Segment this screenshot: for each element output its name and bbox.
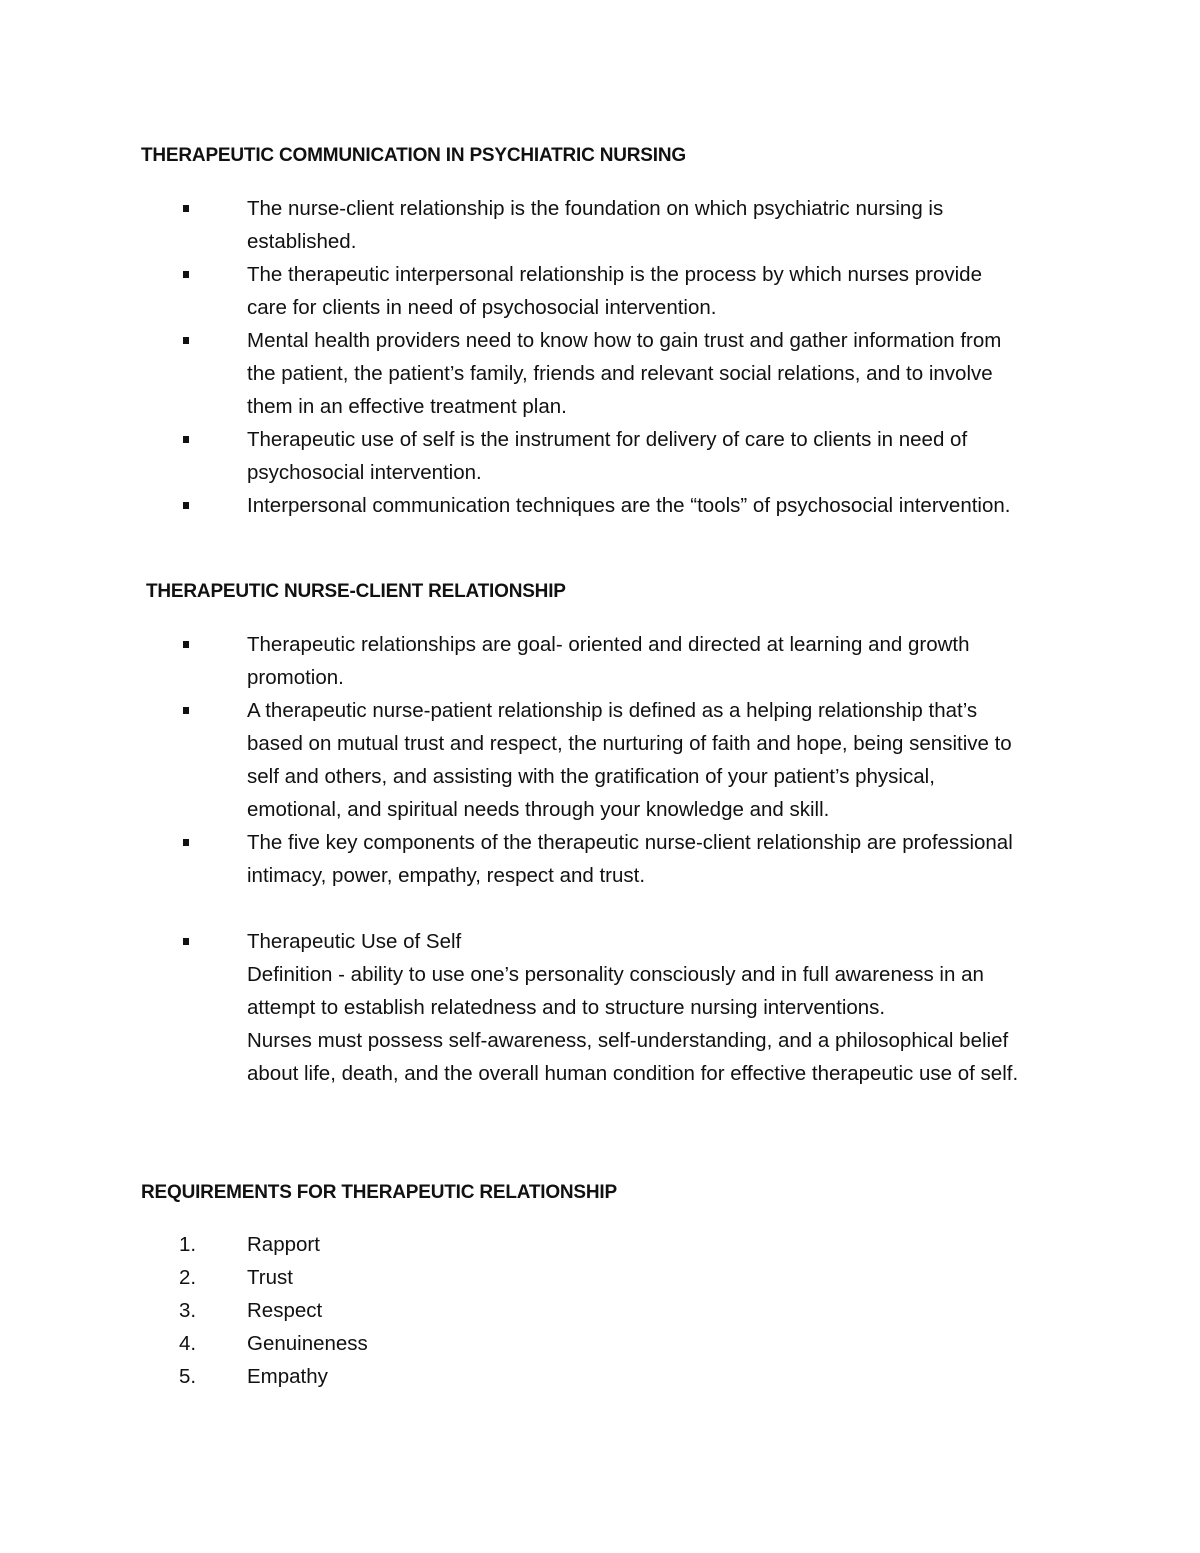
use-of-self-title: Therapeutic Use of Self bbox=[247, 930, 462, 953]
bullet-text: Mental health providers need to know how to gain trust and gather information from the patient, the patient’s family, friends and relevant social relations, and to involve them in an effective treatment plan. bbox=[247, 329, 1002, 418]
list-item bbox=[179, 1327, 1023, 1360]
bullet-square-icon bbox=[183, 436, 189, 443]
list-item bbox=[179, 1228, 1023, 1261]
bullet-square-icon bbox=[183, 707, 189, 714]
bullet-text: Therapeutic relationships are goal- oriented and directed at learning and growth promotion. bbox=[247, 633, 970, 689]
requirement-label: Respect bbox=[247, 1299, 323, 1322]
list-number: 1. bbox=[179, 1233, 197, 1256]
requirement-label: Genuineness bbox=[247, 1332, 368, 1355]
heading-therapeutic-communication: THERAPEUTIC COMMUNICATION IN PSYCHIATRIC NURSING bbox=[141, 145, 686, 166]
list-number: 4. bbox=[179, 1332, 197, 1355]
list-item bbox=[213, 628, 1023, 694]
requirement-label: Rapport bbox=[247, 1233, 320, 1256]
bullet-text: Interpersonal communication techniques are the “tools” of psychosocial intervention. bbox=[247, 494, 1011, 517]
use-of-self-definition: Definition - ability to use one’s personality consciously and in full awareness in an attempt to establish relatedness and to structure nursing interventions. bbox=[247, 963, 984, 1019]
list-item bbox=[213, 826, 1023, 892]
list-item bbox=[213, 925, 1023, 1090]
bullet-square-icon bbox=[183, 641, 189, 648]
heading-nurse-client-relationship: THERAPEUTIC NURSE-CLIENT RELATIONSHIP bbox=[146, 581, 566, 602]
requirement-label: Empathy bbox=[247, 1365, 328, 1388]
bullet-square-icon bbox=[183, 205, 189, 212]
list-item bbox=[179, 1261, 1023, 1294]
bullet-square-icon bbox=[183, 337, 189, 344]
bullet-text: The therapeutic interpersonal relationship is the process by which nurses provide care for clients in need of psychosocial intervention. bbox=[247, 263, 982, 319]
bullet-text: The five key components of the therapeutic nurse-client relationship are professional intimacy, power, empathy, respect and trust. bbox=[247, 831, 1013, 887]
bullet-square-icon bbox=[183, 271, 189, 278]
bullet-square-icon bbox=[183, 938, 189, 945]
list-item bbox=[213, 324, 1023, 423]
list-item bbox=[213, 694, 1023, 826]
bullet-square-icon bbox=[183, 839, 189, 846]
list-item bbox=[213, 258, 1023, 324]
bullet-text: Therapeutic use of self is the instrument for delivery of care to clients in need of psychosocial intervention. bbox=[247, 428, 968, 484]
list-item bbox=[213, 192, 1023, 258]
list-item bbox=[179, 1294, 1023, 1327]
list-number: 5. bbox=[179, 1365, 197, 1388]
heading-requirements: REQUIREMENTS FOR THERAPEUTIC RELATIONSHIP bbox=[141, 1182, 617, 1203]
list-item bbox=[213, 489, 1023, 522]
bullet-list-communication bbox=[213, 192, 1023, 522]
use-of-self-note: Nurses must possess self-awareness, self-understanding, and a philosophical belief about life, death, and the overall human condition for effective therapeutic use of self. bbox=[247, 1029, 1019, 1085]
bullet-list-relationship bbox=[213, 628, 1023, 892]
list-number: 2. bbox=[179, 1266, 197, 1289]
list-item bbox=[179, 1360, 1023, 1393]
list-item bbox=[213, 423, 1023, 489]
list-number: 3. bbox=[179, 1299, 197, 1322]
bullet-square-icon bbox=[183, 502, 189, 509]
bullet-text: The nurse-client relationship is the foundation on which psychiatric nursing is established. bbox=[247, 197, 944, 253]
numbered-list-requirements bbox=[179, 1228, 1023, 1393]
requirement-label: Trust bbox=[247, 1266, 293, 1289]
bullet-text: A therapeutic nurse-patient relationship is defined as a helping relationship that’s based on mutual trust and respect, the nurturing of faith and hope, being sensitive to self and others, and assisting with the gratification of your patient’s physical, emotional, and spiritual needs through your knowledge and skill. bbox=[247, 699, 1012, 821]
bullet-list-use-of-self bbox=[213, 925, 1023, 1090]
